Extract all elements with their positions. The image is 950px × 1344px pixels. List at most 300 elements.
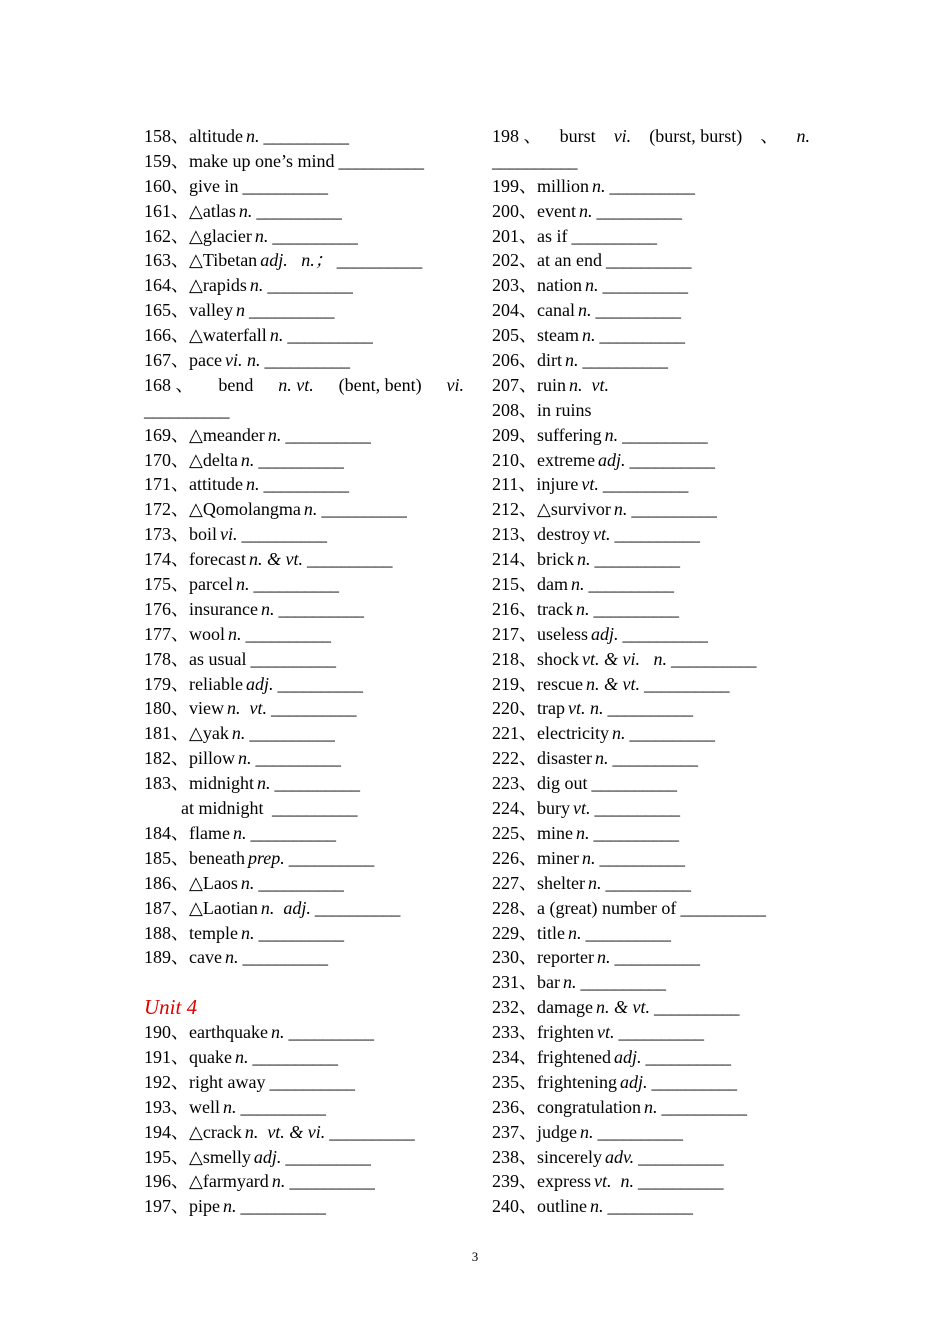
answer-blank[interactable]: __________	[258, 872, 344, 893]
answer-blank[interactable]: __________	[622, 424, 708, 445]
vocab-item	[492, 323, 810, 348]
vocab-item	[144, 497, 464, 522]
vocab-item	[144, 547, 464, 572]
answer-blank[interactable]: __________	[653, 997, 739, 1018]
item-number: 230、	[492, 947, 537, 968]
part-of-speech: adj. n.；	[260, 250, 333, 271]
vocab-word: △rapids	[189, 275, 247, 296]
item-number: 222、	[492, 748, 537, 769]
vocab-word: suffering	[537, 424, 602, 445]
vocab-item	[492, 273, 810, 298]
item-number: 194、	[144, 1121, 189, 1142]
item-number: 224、	[492, 798, 537, 819]
answer-blank[interactable]: __________	[643, 673, 729, 694]
answer-blank[interactable]: __________	[272, 798, 357, 819]
vocab-word: express	[537, 1171, 591, 1192]
answer-blank[interactable]: __________	[602, 275, 688, 296]
answer-blank[interactable]: __________	[278, 598, 364, 619]
vocab-word: as if	[537, 225, 568, 246]
part-of-speech: vt. n.	[567, 698, 604, 719]
vocab-item	[144, 921, 464, 946]
answer-blank[interactable]: __________	[289, 1171, 375, 1192]
vocab-word: shock	[537, 648, 579, 669]
vocab-word: △waterfall	[189, 325, 267, 346]
part-of-speech: vt. & vi. n.	[582, 648, 667, 669]
vocab-item	[492, 721, 810, 746]
vocab-word: burst	[559, 126, 596, 146]
vocab-word: brick	[537, 549, 574, 570]
part-of-speech: n.	[224, 947, 239, 968]
part-of-speech: n.	[271, 1171, 286, 1192]
part-of-speech: adj.	[253, 1146, 282, 1167]
answer-blank[interactable]: __________	[631, 499, 717, 520]
item-number: 172、	[144, 499, 189, 520]
vocab-item	[144, 572, 464, 597]
vocab-word: flame	[189, 822, 230, 843]
vocab-item	[144, 174, 464, 199]
item-number: 167、	[144, 350, 189, 371]
item-number: 227、	[492, 872, 537, 893]
answer-blank[interactable]: __________	[258, 449, 344, 470]
item-number: 203、	[492, 275, 537, 296]
answer-blank[interactable]: __________	[661, 1096, 747, 1117]
answer-blank[interactable]: __________	[288, 1022, 374, 1043]
item-number: 198 、	[492, 126, 542, 146]
part-of-speech: n.	[580, 1121, 594, 1142]
answer-blank[interactable]: __________	[144, 399, 229, 420]
part-of-speech: adj.	[591, 623, 619, 644]
answer-blank[interactable]: __________	[321, 499, 407, 520]
vocab-item	[144, 721, 464, 746]
item-number: 196、	[144, 1171, 189, 1192]
answer-blank[interactable]: __________	[593, 598, 679, 619]
answer-blank[interactable]: __________	[245, 623, 331, 644]
part-of-speech: n.	[590, 1196, 604, 1217]
vocab-item	[492, 497, 810, 522]
item-number: 183、	[144, 773, 189, 794]
item-number: 193、	[144, 1096, 189, 1117]
vocab-item	[492, 174, 810, 199]
answer-blank[interactable]: __________	[242, 175, 328, 196]
vocab-word: nation	[537, 275, 582, 296]
part-of-speech: n.	[270, 1022, 285, 1043]
vocab-word: △Tibetan	[189, 250, 258, 271]
answer-blank[interactable]: __________	[258, 922, 344, 943]
answer-blank[interactable]: __________	[242, 947, 328, 968]
answer-blank[interactable]: __________	[249, 723, 335, 744]
vocab-word: outline	[537, 1196, 587, 1217]
answer-blank[interactable]: __________	[241, 524, 327, 545]
answer-blank[interactable]: __________	[670, 648, 756, 669]
vocab-item	[144, 746, 464, 771]
item-number: 164、	[144, 275, 189, 296]
answer-blank[interactable]: __________	[614, 524, 700, 545]
answer-blank[interactable]: __________	[591, 773, 677, 794]
vocab-item	[144, 224, 464, 249]
part-of-speech: n.	[235, 574, 250, 595]
item-number: 175、	[144, 574, 189, 595]
answer-blank[interactable]: __________	[680, 897, 766, 918]
part-of-speech: n.	[594, 748, 609, 769]
vocab-item	[492, 472, 810, 497]
vocab-word: wool	[189, 623, 225, 644]
item-number: 214、	[492, 549, 537, 570]
answer-blank[interactable]: __________	[240, 1096, 326, 1117]
item-number: 178、	[144, 648, 189, 669]
part-of-speech: n	[235, 300, 245, 321]
vocab-word: △survivor	[537, 499, 611, 520]
vocab-word: canal	[537, 300, 575, 321]
part-of-speech: n. vt. & vi.	[244, 1121, 326, 1142]
item-number: 210、	[492, 449, 537, 470]
answer-blank[interactable]: __________	[492, 150, 577, 171]
vocab-item	[492, 871, 810, 896]
part-of-speech: vt.	[593, 524, 611, 545]
answer-blank[interactable]: __________	[602, 474, 688, 495]
part-of-speech: n.	[240, 922, 255, 943]
vocab-item	[492, 547, 810, 572]
vocab-item	[144, 1070, 464, 1095]
answer-blank[interactable]: __________	[274, 773, 360, 794]
vocab-item	[144, 1020, 464, 1045]
part-of-speech: n.	[571, 574, 585, 595]
vocab-item	[492, 522, 810, 547]
separator: 、	[760, 126, 779, 146]
vocab-item-168	[144, 373, 464, 398]
item-number: 209、	[492, 424, 537, 445]
part-of-speech: n.	[228, 623, 242, 644]
answer-blank[interactable]: __________	[248, 300, 334, 321]
answer-blank[interactable]: __________	[314, 897, 400, 918]
vocab-word: rescue	[537, 673, 583, 694]
answer-blank[interactable]: __________	[338, 150, 424, 171]
vocab-item	[492, 597, 810, 622]
item-number: 229、	[492, 922, 537, 943]
vocab-word: reporter	[537, 947, 594, 968]
item-number: 185、	[144, 847, 189, 868]
vocab-item	[144, 298, 464, 323]
part-of-speech: vt. n.	[593, 1171, 634, 1192]
answer-blank[interactable]: __________	[240, 1196, 326, 1217]
answer-blank[interactable]: __________	[594, 798, 680, 819]
part-of-speech: vi.	[220, 524, 238, 545]
vocab-item	[492, 672, 810, 697]
answer-blank[interactable]: __________	[622, 623, 708, 644]
left-column	[144, 124, 464, 1219]
answer-blank[interactable]: __________	[599, 325, 685, 346]
vocab-item	[144, 522, 464, 547]
answer-blank[interactable]: __________	[306, 549, 392, 570]
part-of-speech: n.	[249, 275, 264, 296]
part-of-speech: n.	[576, 822, 590, 843]
answer-blank[interactable]: __________	[267, 275, 353, 296]
part-of-speech: n.	[611, 723, 626, 744]
vocab-word: miner	[537, 847, 579, 868]
answer-blank[interactable]: __________	[571, 225, 657, 246]
answer-blank[interactable]: __________	[597, 1121, 683, 1142]
answer-blank[interactable]: __________	[252, 1046, 338, 1067]
vocab-item	[492, 1095, 810, 1120]
answer-blank[interactable]: __________	[271, 698, 356, 719]
answer-blank[interactable]: __________	[272, 225, 358, 246]
part-of-speech: n.	[240, 449, 255, 470]
vocab-word: pace	[189, 350, 222, 371]
answer-blank[interactable]: __________	[250, 648, 336, 669]
vocab-word: △glacier	[189, 225, 252, 246]
part-of-speech: n.	[269, 325, 284, 346]
answer-blank[interactable]: __________	[277, 673, 363, 694]
vocab-item	[492, 448, 810, 473]
answer-blank[interactable]: __________	[582, 350, 668, 371]
answer-blank[interactable]: __________	[629, 449, 715, 470]
answer-blank[interactable]: __________	[651, 1071, 737, 1092]
part-of-speech: n.	[303, 499, 318, 520]
vocab-item	[492, 423, 810, 448]
vocab-group-199-240	[492, 174, 810, 1219]
answer-blank[interactable]: __________	[585, 922, 671, 943]
answer-blank[interactable]: __________	[612, 748, 698, 769]
answer-blank[interactable]: __________	[594, 549, 680, 570]
vocab-subitem-at-midnight	[144, 796, 464, 821]
vocab-item	[144, 273, 464, 298]
part-of-speech: adj.	[245, 673, 274, 694]
item-number: 195、	[144, 1146, 189, 1167]
part-of-speech: n.	[568, 922, 582, 943]
answer-blank[interactable]: __________	[580, 972, 666, 993]
answer-blank[interactable]: __________	[629, 723, 715, 744]
item-number: 165、	[144, 300, 189, 321]
vocab-item	[144, 1095, 464, 1120]
vocab-word: mine	[537, 822, 573, 843]
vocab-word: frighten	[537, 1022, 594, 1043]
vocab-word: ruin	[537, 374, 566, 395]
vocab-group-184-189	[144, 821, 464, 970]
answer-blank[interactable]: __________	[607, 698, 693, 719]
answer-blank[interactable]: __________	[614, 947, 700, 968]
answer-blank[interactable]: __________	[264, 350, 350, 371]
part-of-speech: n.	[582, 325, 596, 346]
vocab-word: △yak	[189, 723, 229, 744]
vocab-item	[492, 995, 810, 1020]
item-number: 160、	[144, 175, 189, 196]
part-of-speech: n.	[796, 126, 810, 146]
answer-blank[interactable]: __________	[288, 847, 374, 868]
part-of-speech: adv.	[604, 1146, 635, 1167]
answer-blank[interactable]: __________	[607, 1196, 693, 1217]
vocab-item	[144, 448, 464, 473]
vocab-item	[492, 622, 810, 647]
vocab-item	[492, 771, 810, 796]
vocab-word: earthquake	[189, 1022, 268, 1043]
part-of-speech: n.	[596, 947, 611, 968]
vocab-item-198	[492, 124, 810, 149]
vocab-item	[492, 796, 810, 821]
vocab-item	[492, 970, 810, 995]
vocab-word: electricity	[537, 723, 609, 744]
vocab-word: injure	[536, 474, 579, 495]
vocab-item	[492, 746, 810, 771]
verb-forms: (burst, burst)	[649, 126, 743, 146]
item-number: 201、	[492, 225, 537, 246]
part-of-speech: n.	[231, 723, 246, 744]
item-number: 200、	[492, 200, 537, 221]
item-number: 234、	[492, 1046, 537, 1067]
answer-blank[interactable]: __________	[269, 1071, 355, 1092]
answer-blank[interactable]: __________	[599, 847, 685, 868]
answer-blank[interactable]: __________	[250, 822, 336, 843]
part-of-speech: n.	[223, 1196, 237, 1217]
part-of-speech: n.	[604, 424, 619, 445]
part-of-speech: n.	[577, 300, 592, 321]
part-of-speech: n.	[643, 1096, 658, 1117]
item-number: 189、	[144, 947, 189, 968]
answer-blank[interactable]: __________	[637, 1171, 723, 1192]
item-number: 225、	[492, 822, 537, 843]
item-number: 182、	[144, 748, 189, 769]
vocab-word: congratulation	[537, 1096, 641, 1117]
vocab-word: temple	[189, 922, 238, 943]
part-of-speech: vi.	[446, 374, 464, 395]
item-number: 218、	[492, 648, 537, 669]
vocab-item	[144, 124, 464, 149]
vocab-word: boil	[189, 524, 218, 545]
item-number: 240、	[492, 1196, 537, 1217]
unit-heading: Unit 4	[144, 995, 198, 1020]
vocab-item	[144, 248, 464, 273]
answer-blank[interactable]: __________	[645, 1046, 731, 1067]
vocab-item	[492, 1145, 810, 1170]
vocab-item	[144, 348, 464, 373]
vocab-word: cave	[189, 947, 222, 968]
vocab-word: track	[537, 598, 573, 619]
item-number: 211、	[492, 474, 537, 495]
item-number: 197、	[144, 1196, 189, 1217]
part-of-speech: n.	[576, 549, 591, 570]
answer-blank[interactable]: __________	[618, 1022, 704, 1043]
item-number: 220、	[492, 698, 537, 719]
vocab-item	[492, 921, 810, 946]
page-number: 3	[471, 1249, 479, 1264]
part-of-speech: n.	[245, 126, 260, 146]
item-number: 228、	[492, 897, 537, 918]
vocab-word: frightening	[537, 1071, 617, 1092]
item-number: 204、	[492, 300, 537, 321]
vocab-word: judge	[537, 1121, 577, 1142]
part-of-speech: n.	[234, 1046, 249, 1067]
vocab-item	[144, 149, 464, 174]
answer-blank[interactable]: __________	[285, 424, 371, 445]
vocab-item	[144, 1120, 464, 1145]
vocab-word: damage	[537, 997, 593, 1018]
part-of-speech: n.	[585, 275, 599, 296]
vocab-item	[492, 1120, 810, 1145]
vocab-word: at an end	[537, 250, 602, 271]
answer-blank[interactable]: __________	[256, 200, 342, 221]
vocab-word: extreme	[537, 449, 595, 470]
item-number: 226、	[492, 847, 537, 868]
part-of-speech: n.	[257, 773, 271, 794]
vocab-word: frightened	[537, 1046, 611, 1067]
part-of-speech: n.	[575, 598, 590, 619]
item-number: 217、	[492, 623, 537, 644]
part-of-speech: n.	[260, 598, 275, 619]
vocab-group-169-183	[144, 423, 464, 796]
spacer	[144, 970, 464, 995]
vocab-word: △Laotian	[189, 897, 258, 918]
vocab-item	[492, 1045, 810, 1070]
vocab-word: sincerely	[537, 1146, 602, 1167]
item-number: 221、	[492, 723, 537, 744]
item-number: 163、	[144, 250, 189, 271]
vocab-word: reliable	[189, 673, 243, 694]
vocab-word: bury	[537, 798, 570, 819]
vocab-word: parcel	[189, 574, 233, 595]
answer-blank[interactable]: __________	[287, 325, 373, 346]
vocab-word: shelter	[537, 872, 585, 893]
item-number: 215、	[492, 574, 537, 595]
answer-blank[interactable]: __________	[336, 250, 422, 271]
item-number: 186、	[144, 872, 189, 893]
part-of-speech: n.	[232, 822, 247, 843]
vocab-word: △delta	[189, 449, 238, 470]
answer-blank[interactable]: __________	[595, 300, 681, 321]
part-of-speech: n.	[578, 200, 593, 221]
answer-blank[interactable]: __________	[609, 175, 695, 196]
vocab-item	[492, 298, 810, 323]
vocab-word: bar	[537, 972, 560, 993]
answer-blank[interactable]: __________	[263, 474, 349, 495]
part-of-speech: n. & vt.	[595, 997, 650, 1018]
answer-blank[interactable]: __________	[588, 574, 674, 595]
answer-blank[interactable]: __________	[596, 200, 682, 221]
answer-blank[interactable]: __________	[285, 1146, 371, 1167]
vocab-word: a (great) number of	[537, 897, 677, 918]
answer-blank[interactable]: __________	[605, 872, 691, 893]
part-of-speech: n.	[238, 748, 252, 769]
answer-blank[interactable]: __________	[263, 126, 349, 146]
item-number: 238、	[492, 1146, 537, 1167]
item-number: 237、	[492, 1121, 537, 1142]
vocab-word: bend	[218, 374, 254, 395]
vocab-word: pipe	[189, 1196, 220, 1217]
item-number: 236、	[492, 1096, 537, 1117]
vocab-word: quake	[189, 1046, 232, 1067]
item-number: 162、	[144, 225, 189, 246]
vocab-word: steam	[537, 325, 579, 346]
answer-blank[interactable]: __________	[255, 748, 341, 769]
item-number: 190、	[144, 1022, 189, 1043]
item-number: 205、	[492, 325, 537, 346]
answer-blank[interactable]: __________	[253, 574, 339, 595]
vocab-item	[144, 1194, 464, 1219]
vocab-word: give in	[189, 175, 239, 196]
vocab-item	[144, 622, 464, 647]
item-number: 181、	[144, 723, 189, 744]
answer-blank[interactable]: __________	[593, 822, 679, 843]
vocab-word: △farmyard	[189, 1171, 269, 1192]
answer-blank[interactable]: __________	[605, 250, 691, 271]
item-number: 180、	[144, 698, 189, 719]
answer-blank[interactable]: __________	[638, 1146, 724, 1167]
vocab-item	[144, 199, 464, 224]
item-number: 219、	[492, 673, 537, 694]
item-number: 235、	[492, 1071, 537, 1092]
answer-blank[interactable]: __________	[329, 1121, 415, 1142]
vocab-word: disaster	[537, 748, 592, 769]
vocab-item	[492, 348, 810, 373]
part-of-speech: n. vt.	[227, 698, 267, 719]
vocab-word: altitude	[189, 126, 243, 146]
